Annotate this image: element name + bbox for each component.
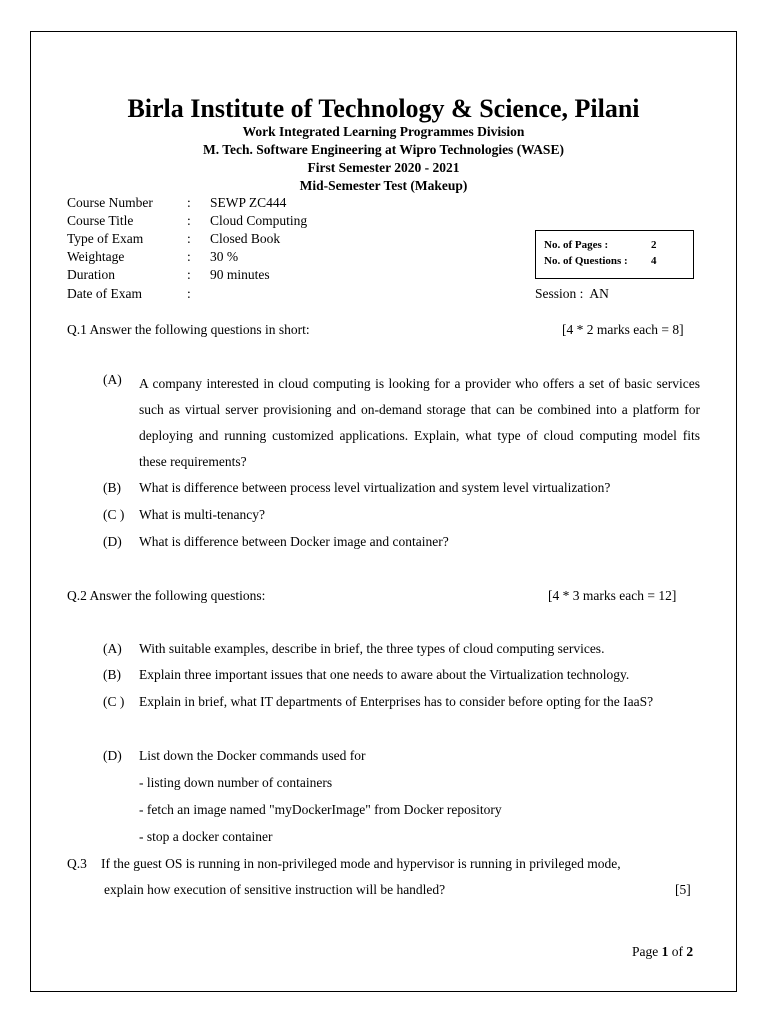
semester-line: First Semester 2020 - 2021 [307,160,460,175]
questions-value: 4 [651,255,657,267]
exam-date-label: Date of Exam [67,286,142,301]
pages-value: 2 [651,239,657,251]
course-number-value: SEWP ZC444 [210,195,287,210]
division-line: Work Integrated Learning Programmes Division [242,124,525,139]
exam-type-label: Type of Exam [67,231,144,246]
page-number [632,944,693,960]
q1-item-d-text: What is difference between Docker image and container? [139,534,449,549]
pages-questions-box [535,230,694,279]
q1-heading: Q.1 Answer the following questions in short: [67,322,310,337]
page-of: of [671,944,683,959]
q3-marks: [5] [675,882,691,897]
programme-line: M. Tech. Software Engineering at Wipro Technologies (WASE) [203,142,564,157]
q1-item-a [103,372,700,482]
course-title-value: Cloud Computing [210,213,308,228]
q2-item-c-label: (C ) [103,694,125,709]
q3-line-1: If the guest OS is running in non-privileged mode and hypervisor is running in privileged mode, [101,856,621,871]
session-info: Session : AN [535,286,609,301]
q2-subitem-1: - listing down number of containers [139,775,333,790]
course-number-sep: : [187,195,191,210]
q2-item-a [103,641,700,667]
q2-item-c [103,689,700,743]
q2-item-a-label: (A) [103,641,122,656]
q1-marks: [4 * 2 marks each = 8] [562,322,684,337]
q2-marks: [4 * 3 marks each = 12] [548,588,677,603]
exam-type-value: Closed Book [210,231,281,246]
institute-title: Birla Institute of Technology & Science, Pilani [127,94,640,123]
course-title-sep: : [187,213,191,228]
exam-date-sep: : [187,286,191,301]
q3-line-2: explain how execution of sensitive instruction will be handled? [104,882,446,897]
q2-subitem-3: - stop a docker container [139,829,273,844]
q2-heading: Q.2 Answer the following questions: [67,588,266,603]
q3-number: Q.3 [67,856,87,871]
duration-value: 90 minutes [210,267,270,282]
q1-item-d [103,534,700,560]
q2-subitem-2: - fetch an image named "myDockerImage" from Docker repository [139,802,502,817]
test-line: Mid-Semester Test (Makeup) [299,178,468,193]
q2-item-c-text: Explain in brief, what IT departments of Enterprises has to consider before opting for the IaaS? [139,694,654,709]
page-total: 2 [686,944,694,959]
pages-label: No. of Pages : [544,239,609,251]
q2-item-b-label: (B) [103,667,121,682]
q1-item-b-label: (B) [103,480,121,495]
q1-item-d-label: (D) [103,534,122,549]
q2-item-b-text: Explain three important issues that one needs to aware about the Virtualization technology. [139,667,630,682]
q1-item-b-text: What is difference between process level virtualization and system level virtualization? [139,480,611,495]
q1-item-a-text: A company interested in cloud computing is looking for a provider who offers a set of basic services such as virtual server provisioning and on-demand storage that can be combined into a platform for deploying and running customized applications. Explain, what type of cloud computing model fits these requirements? [139,376,700,469]
q2-item-d-text: List down the Docker commands used for [139,748,366,763]
exam-type-sep: : [187,231,191,246]
q2-item-d-label: (D) [103,748,122,763]
q1-item-c-text: What is multi-tenancy? [139,507,265,522]
weightage-value: 30 % [210,249,239,264]
course-title-label: Course Title [67,213,134,228]
q1-item-b [103,480,700,506]
q2-item-d [103,748,700,774]
questions-label: No. of Questions : [544,255,628,267]
q1-item-c [103,507,700,533]
weightage-sep: : [187,249,191,264]
q1-item-c-label: (C ) [103,507,125,522]
page-current: 1 [661,944,669,959]
page-word: Page [632,944,659,959]
weightage-label: Weightage [67,249,125,264]
q1-item-a-label: (A) [103,372,122,387]
duration-sep: : [187,267,191,282]
course-number-label: Course Number [67,195,153,210]
duration-label: Duration [67,267,115,282]
q2-item-a-text: With suitable examples, describe in brief, the three types of cloud computing services. [139,641,605,656]
